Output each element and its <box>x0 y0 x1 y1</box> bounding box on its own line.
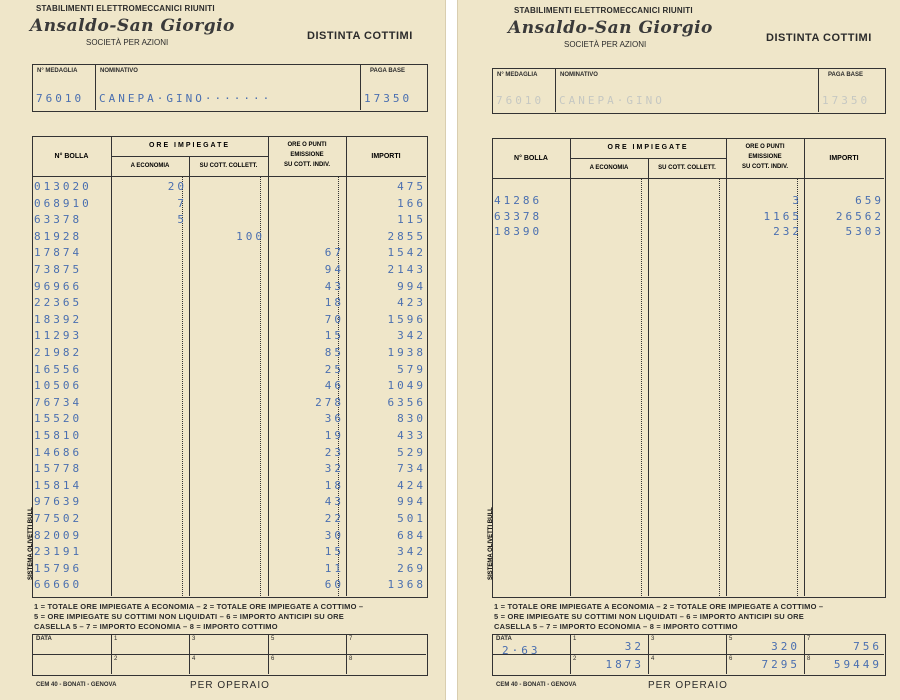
right-sheet <box>458 0 900 700</box>
cell-indiv: 22 <box>324 512 344 525</box>
su-cott-collett-header: SU COTT. COLLETT. <box>199 163 258 169</box>
company-subtitle: SOCIETÀ PER AZIONI <box>564 40 647 49</box>
printer-credit: CEM 40 - BONATI - GENOVA <box>496 682 577 688</box>
cell-imp: 1938 <box>387 346 426 359</box>
footer-box1-value: 32 <box>624 640 644 653</box>
box-number-5: 5 <box>271 636 275 642</box>
cell-bolla: 23191 <box>34 545 83 559</box>
form-title: DISTINTA COTTIMI <box>766 32 872 44</box>
cell-indiv: 25 <box>324 362 344 376</box>
cell-imp: 115 <box>397 213 426 227</box>
cell-bolla: 21982 <box>34 346 83 359</box>
cell-imp: 659 <box>855 194 884 207</box>
cell-indiv: 15 <box>324 329 344 343</box>
box-number-4: 4 <box>651 656 655 662</box>
cell-bolla: 41286 <box>494 194 543 207</box>
box-number-7: 7 <box>349 636 353 642</box>
box-number-4: 4 <box>192 656 196 662</box>
cell-bolla: 15810 <box>34 429 83 442</box>
cell-bolla: 068910 <box>34 196 92 210</box>
cell-bolla: 97639 <box>34 495 83 509</box>
su-cott-collett-header: SU COTT. COLLETT. <box>658 165 716 171</box>
cell-imp: 342 <box>397 545 426 559</box>
form-title: DISTINTA COTTIMI <box>307 30 413 42</box>
box-number-7: 7 <box>807 636 811 642</box>
cell-imp: 994 <box>397 279 426 293</box>
ore-punti-header: ORE O PUNTI <box>745 144 785 150</box>
cell-bolla: 76734 <box>34 395 83 409</box>
cell-imp: 579 <box>397 362 426 376</box>
nominativo-label: NOMINATIVO <box>100 68 138 74</box>
legend-line-1: 1 = TOTALE ORE IMPIEGATE A ECONOMIA – 2 = TOTALE ORE IMPIEGATE A COTTIMO – <box>494 602 824 611</box>
cell-bolla: 66660 <box>34 578 83 592</box>
per-operaio-label: PER OPERAIO <box>648 680 728 691</box>
box-number-5: 5 <box>729 636 733 642</box>
legend-line-3: CASELLA 5 – 7 = IMPORTO ECONOMIA – 8 = IMPORTO COTTIMO <box>34 622 278 631</box>
company-subtitle: SOCIETÀ PER AZIONI <box>86 38 169 47</box>
cell-imp: 433 <box>397 429 426 442</box>
cell-indiv: 15 <box>324 545 344 559</box>
cell-indiv: 30 <box>324 528 344 542</box>
cell-imp: 2143 <box>387 263 426 276</box>
cell-bolla: 14686 <box>34 445 83 459</box>
cell-indiv: 43 <box>324 279 344 293</box>
cell-bolla: 18392 <box>34 312 83 326</box>
cell-indiv: 18 <box>324 296 344 310</box>
emissione-header: EMISSIONE <box>290 152 324 158</box>
box-number-3: 3 <box>651 636 655 642</box>
cell-bolla: 15778 <box>34 462 83 476</box>
cell-indiv: 85 <box>324 346 344 359</box>
bolla-table <box>492 138 886 598</box>
left-sheet <box>0 0 445 700</box>
paga-base-label: PAGA BASE <box>828 72 864 78</box>
footer-box2-value: 1873 <box>605 658 644 671</box>
cell-indiv: 67 <box>324 246 344 260</box>
footer-box5-value: 320 <box>771 640 800 653</box>
box-number-1: 1 <box>573 636 577 642</box>
sistema-stamp: SISTEMA OLIVETTI BULL <box>28 507 34 580</box>
ore-impiegate-header: ORE IMPIEGATE <box>148 142 231 149</box>
cell-bolla: 22365 <box>34 296 83 310</box>
cell-eco: 20 <box>167 180 187 193</box>
footer-box8-value: 59449 <box>833 658 882 671</box>
totals-grid <box>32 634 428 676</box>
box-number-2: 2 <box>573 656 577 662</box>
cell-bolla: 15814 <box>34 478 83 492</box>
medaglia-label: N° MEDAGLIA <box>37 68 78 74</box>
cell-bolla: 17874 <box>34 246 83 260</box>
cell-imp: 830 <box>397 412 426 426</box>
box-number-6: 6 <box>271 656 275 662</box>
nominativo-label: NOMINATIVO <box>560 72 598 78</box>
cell-imp: 342 <box>397 329 426 343</box>
su-cott-indiv-header: SU COTT. INDIV. <box>741 164 789 170</box>
cell-indiv: 46 <box>324 379 344 393</box>
cell-bolla: 11293 <box>34 329 83 343</box>
cell-imp: 1049 <box>387 379 426 393</box>
nominativo-value: CANEPA·GINO······· <box>99 92 273 105</box>
n-bolla-header: N° BOLLA <box>54 153 89 160</box>
cell-imp: 1368 <box>387 578 426 592</box>
cell-bolla: 013020 <box>34 180 92 193</box>
cell-bolla: 10506 <box>34 379 83 393</box>
box-number-6: 6 <box>729 656 733 662</box>
cell-bolla: 81928 <box>34 229 83 243</box>
cell-indiv: 11 <box>324 561 344 575</box>
n-bolla-header: N° BOLLA <box>514 155 548 162</box>
per-operaio-label: PER OPERAIO <box>190 680 270 691</box>
cell-imp: 166 <box>397 196 426 210</box>
cell-imp: 423 <box>397 296 426 310</box>
cell-imp: 2855 <box>387 229 426 243</box>
company-name: STABILIMENTI ELETTROMECCANICI RIUNITI <box>514 6 693 15</box>
ore-impiegate-header: ORE IMPIEGATE <box>607 144 689 151</box>
cell-bolla: 15796 <box>34 561 83 575</box>
cell-indiv: 32 <box>324 462 344 476</box>
cell-bolla: 63378 <box>494 209 543 223</box>
cell-indiv: 18 <box>324 478 344 492</box>
medaglia-label: N° MEDAGLIA <box>497 72 538 78</box>
ore-punti-header: ORE O PUNTI <box>287 142 327 148</box>
a-economia-header: A ECONOMIA <box>589 165 629 171</box>
cell-indiv: 3 <box>792 194 802 207</box>
box-number-1: 1 <box>114 636 118 642</box>
identification-box <box>492 68 886 114</box>
legend-line-2: 5 = ORE IMPIEGATE SU COTTIMI NON LIQUIDATI – 6 = IMPORTO ANTICIPI SU ORE <box>494 612 804 621</box>
su-cott-indiv-header: SU COTT. INDIV. <box>283 162 331 168</box>
company-logo: Ansaldo-San Giorgio <box>30 16 235 36</box>
cell-indiv: 60 <box>324 578 344 592</box>
sistema-stamp: SISTEMA OLIVETTI BULL <box>488 507 494 580</box>
box-number-3: 3 <box>192 636 196 642</box>
box-number-2: 2 <box>114 656 118 662</box>
cell-imp: 475 <box>397 180 426 193</box>
cell-imp: 269 <box>397 561 426 575</box>
printer-credit: CEM 40 - BONATI - GENOVA <box>36 682 117 688</box>
importi-header: IMPORTI <box>829 155 859 162</box>
cell-imp: 734 <box>397 462 426 476</box>
data-label: DATA <box>496 636 512 642</box>
cell-bolla: 73875 <box>34 263 83 276</box>
cell-imp: 1596 <box>387 312 426 326</box>
cell-indiv: 232 <box>773 225 802 238</box>
footer-box6-value: 7295 <box>761 658 800 671</box>
cell-bolla: 16556 <box>34 362 83 376</box>
footer-box7-value: 756 <box>853 640 882 653</box>
cell-indiv: 70 <box>324 312 344 326</box>
cell-imp: 1542 <box>387 246 426 260</box>
emissione-header: EMISSIONE <box>748 154 782 160</box>
cell-indiv: 94 <box>324 263 344 276</box>
company-logo: Ansaldo-San Giorgio <box>508 18 713 38</box>
cell-eco: 7 <box>177 196 187 210</box>
box-number-8: 8 <box>807 656 811 662</box>
cell-imp: 994 <box>397 495 426 509</box>
cell-bolla: 15520 <box>34 412 83 426</box>
cell-bolla: 18390 <box>494 225 543 238</box>
cell-bolla: 77502 <box>34 512 83 525</box>
a-economia-header: A ECONOMIA <box>130 163 170 169</box>
box-number-8: 8 <box>349 656 353 662</box>
paga-base-value: 17350 <box>822 94 871 107</box>
cell-bolla: 63378 <box>34 213 83 227</box>
cell-imp: 501 <box>397 512 426 525</box>
data-label: DATA <box>36 636 52 642</box>
cell-indiv: 36 <box>324 412 344 426</box>
cell-imp: 6356 <box>387 395 426 409</box>
cell-imp: 424 <box>397 478 426 492</box>
importi-header: IMPORTI <box>371 153 401 160</box>
cell-coll: 100 <box>236 229 265 243</box>
medaglia-value: 76010 <box>496 94 545 107</box>
cell-imp: 529 <box>397 445 426 459</box>
cell-imp: 684 <box>397 528 426 542</box>
paga-base-label: PAGA BASE <box>370 68 406 74</box>
nominativo-value: CANEPA·GINO <box>559 94 665 107</box>
legend-line-2: 5 = ORE IMPIEGATE SU COTTIMI NON LIQUIDATI – 6 = IMPORTO ANTICIPI SU ORE <box>34 612 344 621</box>
cell-indiv: 1165 <box>763 209 802 223</box>
cell-bolla: 82009 <box>34 528 83 542</box>
cell-imp: 26562 <box>835 209 884 223</box>
cell-eco: 5 <box>177 213 187 227</box>
company-name: STABILIMENTI ELETTROMECCANICI RIUNITI <box>36 4 215 13</box>
cell-indiv: 23 <box>324 445 344 459</box>
paga-base-value: 17350 <box>364 92 413 105</box>
cell-imp: 5303 <box>845 225 884 238</box>
medaglia-value: 76010 <box>36 92 85 105</box>
cell-indiv: 19 <box>324 429 344 442</box>
legend-line-3: CASELLA 5 – 7 = IMPORTO ECONOMIA – 8 = IMPORTO COTTIMO <box>494 622 738 631</box>
cell-indiv: 43 <box>324 495 344 509</box>
cell-indiv: 278 <box>315 395 344 409</box>
legend-line-1: 1 = TOTALE ORE IMPIEGATE A ECONOMIA – 2 = TOTALE ORE IMPIEGATE A COTTIMO – <box>34 602 364 611</box>
cell-bolla: 96966 <box>34 279 83 293</box>
footer-data-value: 2·63 <box>502 644 541 657</box>
